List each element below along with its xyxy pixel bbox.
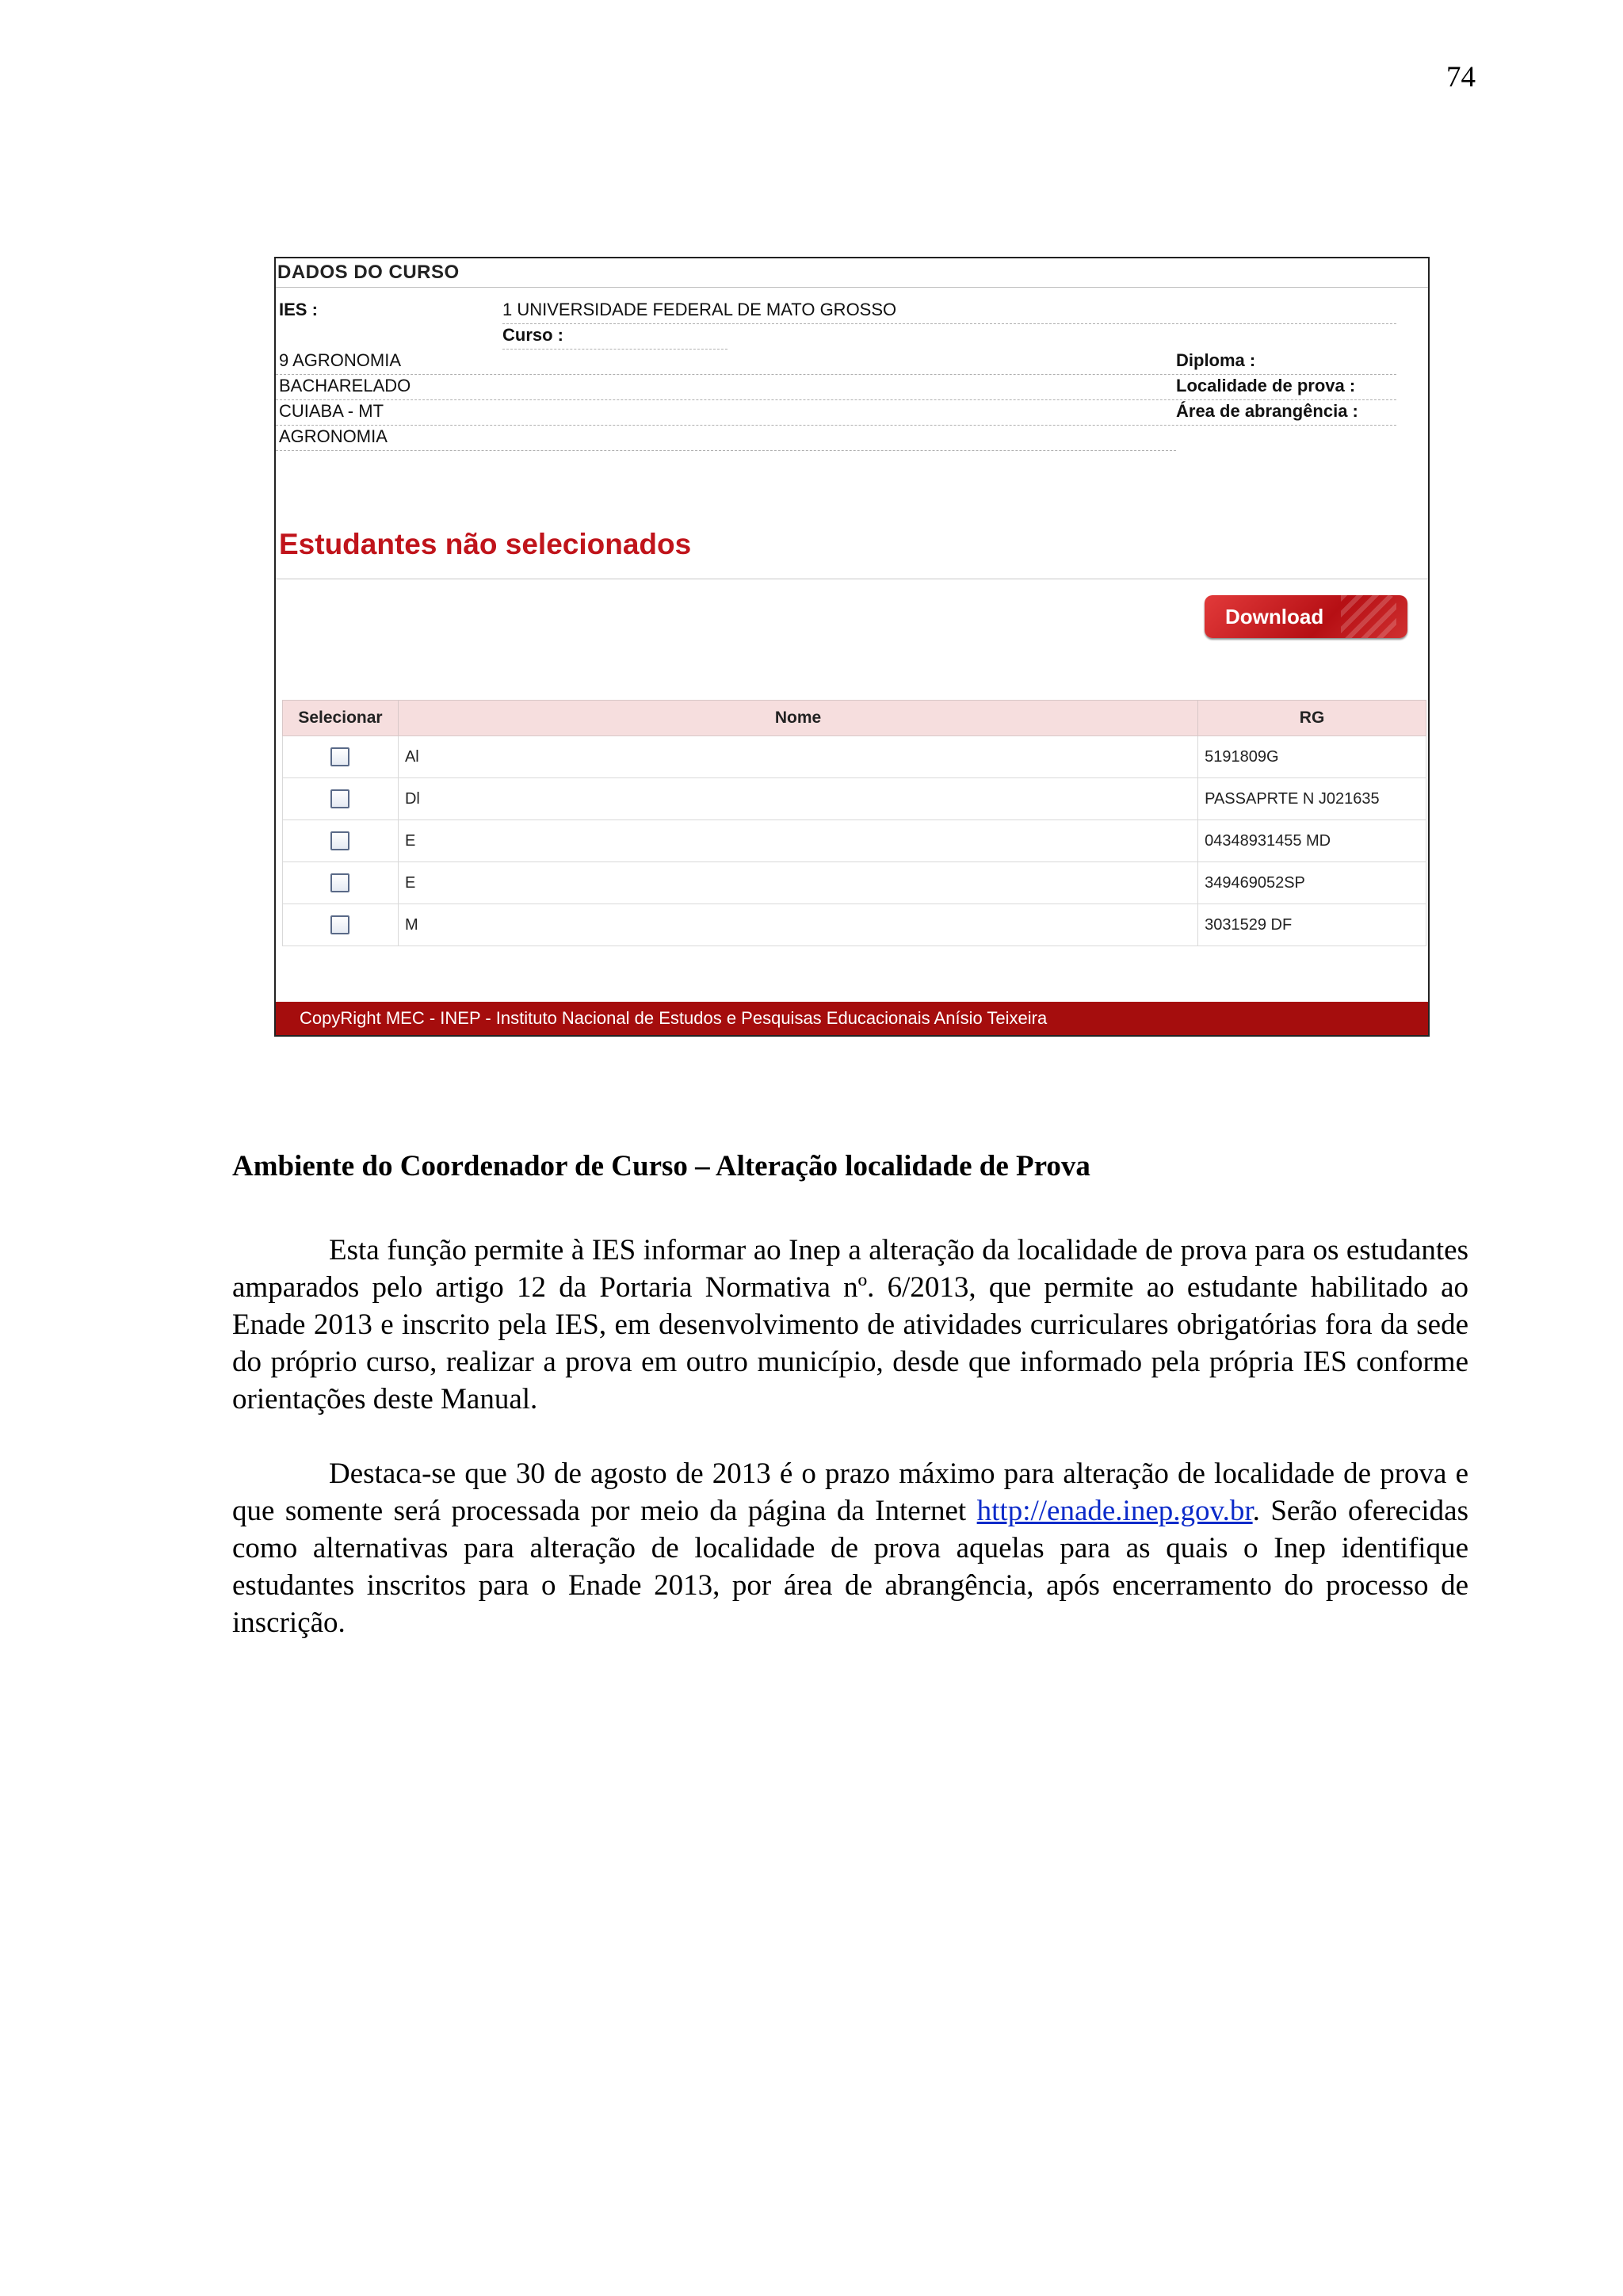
section-heading: Ambiente do Coordenador de Curso – Alteração localidade de Prova xyxy=(232,1150,1090,1182)
diploma-label: Diploma : xyxy=(1176,350,1256,370)
localidade-label: Localidade de prova : xyxy=(1176,376,1356,395)
cell-rg: 04348931455 MD xyxy=(1198,820,1426,862)
column-header-selecionar: Selecionar xyxy=(283,701,399,736)
download-button[interactable] xyxy=(1205,595,1407,638)
diploma-value: BACHARELADO xyxy=(279,376,411,395)
divider xyxy=(502,349,727,350)
column-header-rg: RG xyxy=(1198,701,1426,736)
cell-nome: Dl xyxy=(398,778,1197,820)
select-checkbox[interactable] xyxy=(330,873,349,892)
curso-value: 9 AGRONOMIA xyxy=(279,350,402,370)
paragraph-2 xyxy=(232,1455,1468,1641)
cell-rg: 3031529 DF xyxy=(1198,904,1426,946)
table-row xyxy=(283,862,1426,904)
divider xyxy=(276,450,1176,451)
students-table xyxy=(282,700,1426,946)
list-title: Estudantes não selecionados xyxy=(279,528,692,560)
select-checkbox[interactable] xyxy=(330,831,349,850)
stripe-decoration xyxy=(1341,595,1396,638)
abrangencia-value: AGRONOMIA xyxy=(279,426,388,446)
divider xyxy=(276,399,1396,400)
divider xyxy=(502,323,1396,324)
ies-label: IES : xyxy=(279,300,318,319)
cell-rg: 5191809G xyxy=(1198,736,1426,778)
table-row xyxy=(283,736,1426,778)
cell-nome: M xyxy=(398,904,1197,946)
paragraph-2-text: . Serão oferecidas como alternativas para alteração de localidade de prova aquelas para as quais o Inep identifique estudantes inscritos para o Enade 2013, por área de abrangência, após encerramento do processo de inscrição. xyxy=(232,1495,1468,1639)
embedded-screenshot xyxy=(274,257,1430,1037)
copyright-footer: CopyRight MEC - INEP - Instituto Nacional de Estudos e Pesquisas Educacionais Anísio Teixeira xyxy=(276,1002,1428,1035)
select-checkbox[interactable] xyxy=(330,747,349,766)
divider xyxy=(276,425,1396,426)
enade-link[interactable]: http://enade.inep.gov.br xyxy=(976,1495,1253,1527)
cell-rg: 349469052SP xyxy=(1198,862,1426,904)
table-header-row xyxy=(283,701,1426,736)
divider xyxy=(276,287,1428,288)
cell-nome: E xyxy=(398,820,1197,862)
localidade-value: CUIABA - MT xyxy=(279,401,384,421)
select-checkbox[interactable] xyxy=(330,915,349,934)
select-checkbox[interactable] xyxy=(330,789,349,808)
table-row xyxy=(283,820,1426,862)
section-title: DADOS DO CURSO xyxy=(277,262,460,283)
page-number: 74 xyxy=(1446,61,1476,94)
abrangencia-label: Área de abrangência : xyxy=(1176,401,1358,421)
column-header-nome: Nome xyxy=(398,701,1197,736)
cell-nome: E xyxy=(398,862,1197,904)
ies-value: 1 UNIVERSIDADE FEDERAL DE MATO GROSSO xyxy=(502,300,897,319)
table-row xyxy=(283,904,1426,946)
download-label: Download xyxy=(1225,604,1324,628)
paragraph-2-text: Destaca-se que 30 de agosto de 2013 é o prazo máximo para alteração de localidade de prova e que somente será processada por meio da página da Internet xyxy=(232,1457,1468,1527)
divider xyxy=(276,374,1396,375)
paragraph-1: Esta função permite à IES informar ao Inep a alteração da localidade de prova para os estudantes amparados pelo artigo 12 da Portaria Normativa nº. 6/2013, que permite ao estudante habilitado ao Enade 2013 e inscrito pela IES, em desenvolvimento de atividades curriculares obrigatórias fora da sede do próprio curso, realizar a prova em outro município, desde que informado pela própria IES conforme orientações deste Manual. xyxy=(232,1234,1468,1415)
curso-label: Curso : xyxy=(502,325,563,345)
table-row xyxy=(283,778,1426,820)
cell-nome: Al xyxy=(398,736,1197,778)
cell-rg: PASSAPRTE N J021635 xyxy=(1198,778,1426,820)
